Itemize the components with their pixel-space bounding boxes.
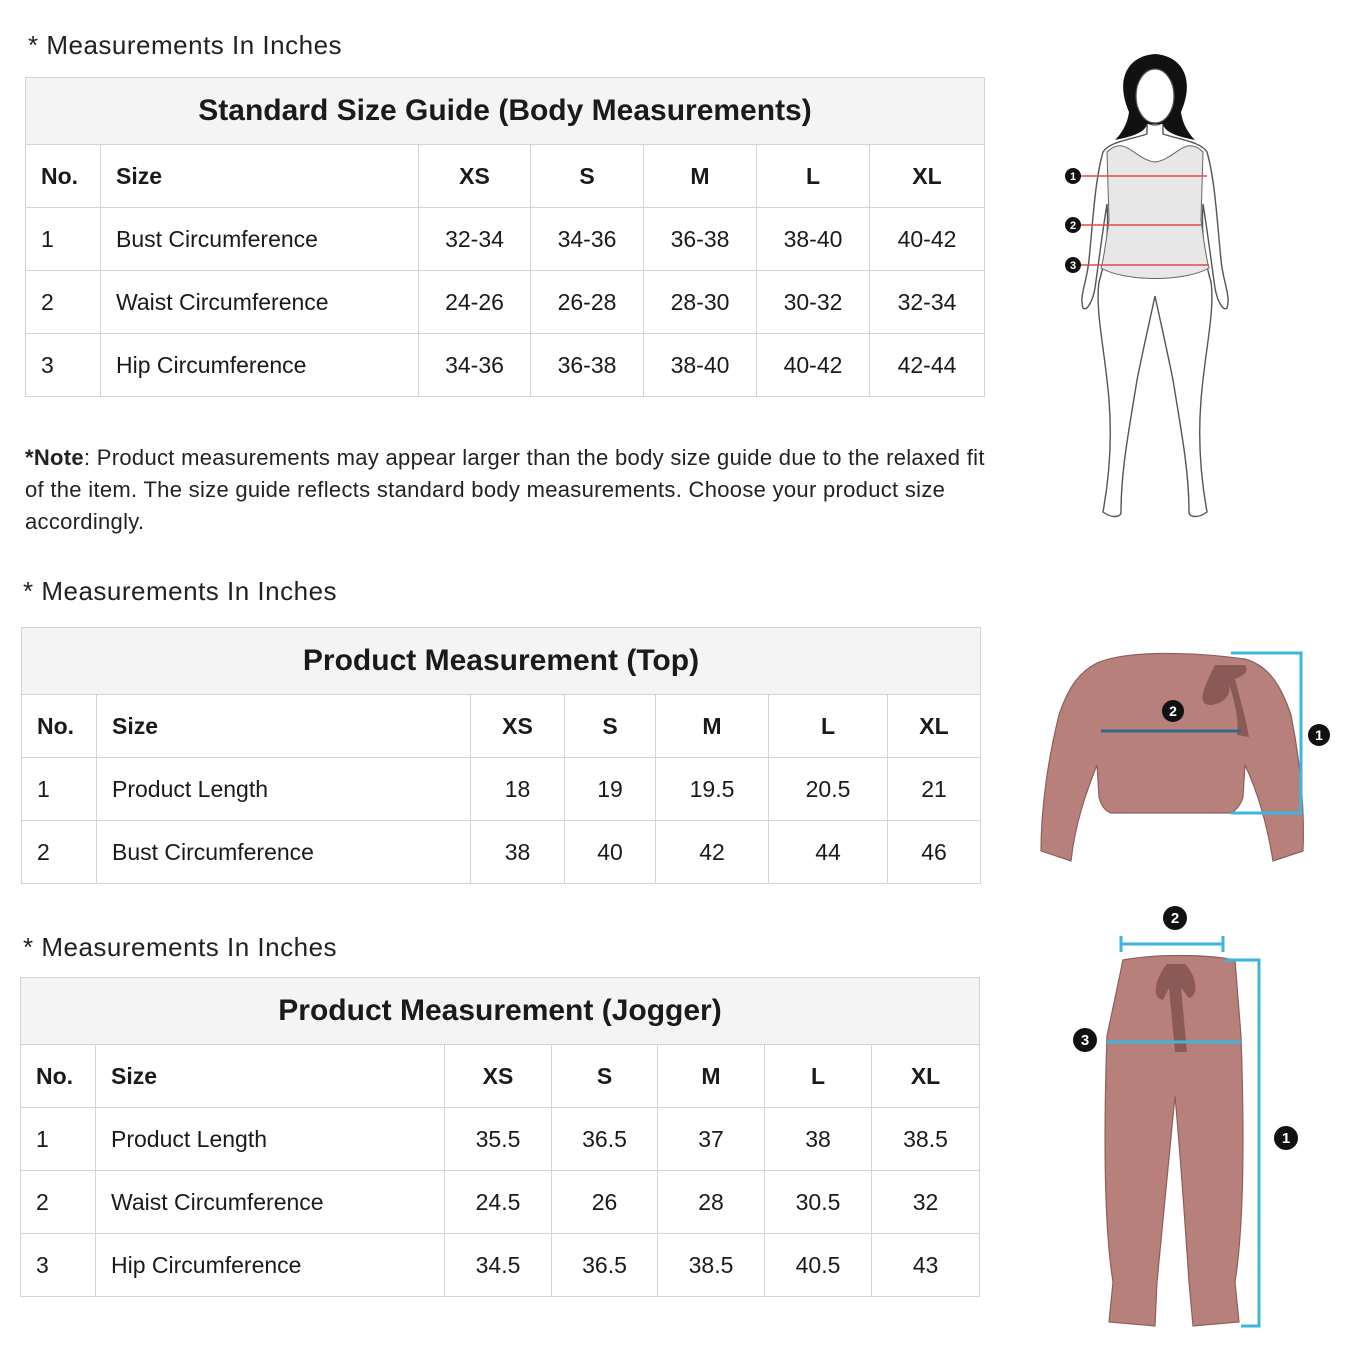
table-cell: 42-44 — [870, 334, 985, 397]
table-cell: 40-42 — [870, 208, 985, 271]
top-measurement-figure — [1035, 645, 1345, 870]
table-header-row — [22, 695, 981, 758]
header-cell: M — [644, 145, 757, 208]
table-row — [21, 1108, 980, 1171]
header-cell: XS — [471, 695, 565, 758]
table-row — [22, 821, 981, 884]
table-cell: Waist Circumference — [101, 271, 419, 334]
measurement-unit-heading: * Measurements In Inches — [23, 932, 338, 962]
header-cell: XL — [870, 145, 985, 208]
marker-3: 3 — [1069, 260, 1077, 272]
table-cell: 26 — [552, 1171, 658, 1234]
table-cell: 1 — [26, 208, 101, 271]
marker-2: 2 — [1069, 220, 1077, 232]
table-cell: 30-32 — [757, 271, 870, 334]
table-cell: Product Length — [97, 758, 471, 821]
table-cell: 34.5 — [445, 1234, 552, 1297]
table-cell: 19.5 — [656, 758, 769, 821]
table-cell: 28-30 — [644, 271, 757, 334]
table-cell: 19 — [565, 758, 656, 821]
standard-size-table — [25, 77, 985, 397]
table-row — [21, 1234, 980, 1297]
header-cell: S — [565, 695, 656, 758]
header-cell: No. — [21, 1045, 96, 1108]
table-cell: 36.5 — [552, 1108, 658, 1171]
table-cell: 36-38 — [644, 208, 757, 271]
header-cell: S — [531, 145, 644, 208]
jogger-measurement-figure — [1065, 902, 1310, 1334]
table-cell: Product Length — [96, 1108, 445, 1171]
marker-1: 1 — [1315, 727, 1323, 743]
table-cell: 3 — [21, 1234, 96, 1297]
table-cell: 2 — [21, 1171, 96, 1234]
table-cell: 32-34 — [870, 271, 985, 334]
header-cell: XL — [888, 695, 981, 758]
table-cell: 26-28 — [531, 271, 644, 334]
table-cell: 3 — [26, 334, 101, 397]
table-cell: 40 — [565, 821, 656, 884]
bodysuit — [1101, 146, 1209, 279]
header-cell: XS — [419, 145, 531, 208]
header-cell: L — [769, 695, 888, 758]
table-cell: Waist Circumference — [96, 1171, 445, 1234]
table-cell: 24-26 — [419, 271, 531, 334]
table-row — [26, 334, 985, 397]
table-row — [26, 208, 985, 271]
table-cell: 38-40 — [644, 334, 757, 397]
table-cell: 36-38 — [531, 334, 644, 397]
note-text: : Product measurements may appear larger than the body size guide due to the relaxed fit of the item. The size guide reflects standard body measurements. Choose your product size accordingly. — [25, 445, 985, 534]
measurement-unit-heading: * Measurements In Inches — [23, 576, 338, 606]
table-cell: Bust Circumference — [101, 208, 419, 271]
table-cell: Bust Circumference — [97, 821, 471, 884]
header-cell: No. — [26, 145, 101, 208]
table-cell: 37 — [658, 1108, 765, 1171]
header-cell: XS — [445, 1045, 552, 1108]
note-label: *Note — [25, 445, 84, 470]
header-cell: L — [757, 145, 870, 208]
header-cell: M — [658, 1045, 765, 1108]
table-row — [21, 1171, 980, 1234]
table-header-row — [21, 1045, 980, 1108]
table-header-row — [26, 145, 985, 208]
size-note — [25, 442, 990, 538]
sweatshirt-shape — [1041, 653, 1303, 861]
marker-1: 1 — [1281, 1130, 1291, 1147]
table-cell: 2 — [26, 271, 101, 334]
face — [1136, 69, 1174, 123]
header-cell: Size — [97, 695, 471, 758]
table-cell: 44 — [769, 821, 888, 884]
body-measurement-figure — [1055, 50, 1255, 525]
marker-2: 2 — [1170, 910, 1180, 927]
table-cell: 43 — [872, 1234, 980, 1297]
table-cell: 24.5 — [445, 1171, 552, 1234]
header-cell: M — [656, 695, 769, 758]
header-cell: Size — [101, 145, 419, 208]
table-cell: 42 — [656, 821, 769, 884]
table-cell: 36.5 — [552, 1234, 658, 1297]
header-cell: L — [765, 1045, 872, 1108]
table-title: Standard Size Guide (Body Measurements) — [26, 78, 985, 145]
measurement-unit-heading: * Measurements In Inches — [28, 30, 343, 60]
table-title: Product Measurement (Top) — [22, 628, 981, 695]
table-cell: 32-34 — [419, 208, 531, 271]
marker-2: 2 — [1169, 703, 1177, 719]
table-cell: 38 — [765, 1108, 872, 1171]
table-cell: 40.5 — [765, 1234, 872, 1297]
table-title: Product Measurement (Jogger) — [21, 978, 980, 1045]
table-cell: 38 — [471, 821, 565, 884]
table-cell: 2 — [22, 821, 97, 884]
table-cell: 38.5 — [658, 1234, 765, 1297]
table-cell: 38.5 — [872, 1108, 980, 1171]
table-cell: 30.5 — [765, 1171, 872, 1234]
header-cell: Size — [96, 1045, 445, 1108]
header-cell: No. — [22, 695, 97, 758]
table-cell: 34-36 — [531, 208, 644, 271]
table-cell: 32 — [872, 1171, 980, 1234]
jogger-measurement-table — [20, 977, 980, 1297]
table-cell: 1 — [22, 758, 97, 821]
table-cell: 28 — [658, 1171, 765, 1234]
table-cell: 38-40 — [757, 208, 870, 271]
table-row — [26, 271, 985, 334]
table-row — [22, 758, 981, 821]
table-cell: 35.5 — [445, 1108, 552, 1171]
marker-3: 3 — [1080, 1032, 1090, 1049]
table-cell: 18 — [471, 758, 565, 821]
header-cell: S — [552, 1045, 658, 1108]
marker-1: 1 — [1069, 171, 1077, 183]
table-cell: 46 — [888, 821, 981, 884]
body-markers — [1065, 168, 1081, 273]
top-measurement-table — [21, 627, 981, 884]
table-cell: 1 — [21, 1108, 96, 1171]
table-cell: 34-36 — [419, 334, 531, 397]
table-cell: 20.5 — [769, 758, 888, 821]
header-cell: XL — [872, 1045, 980, 1108]
table-cell: 40-42 — [757, 334, 870, 397]
table-cell: Hip Circumference — [96, 1234, 445, 1297]
table-cell: Hip Circumference — [101, 334, 419, 397]
table-cell: 21 — [888, 758, 981, 821]
